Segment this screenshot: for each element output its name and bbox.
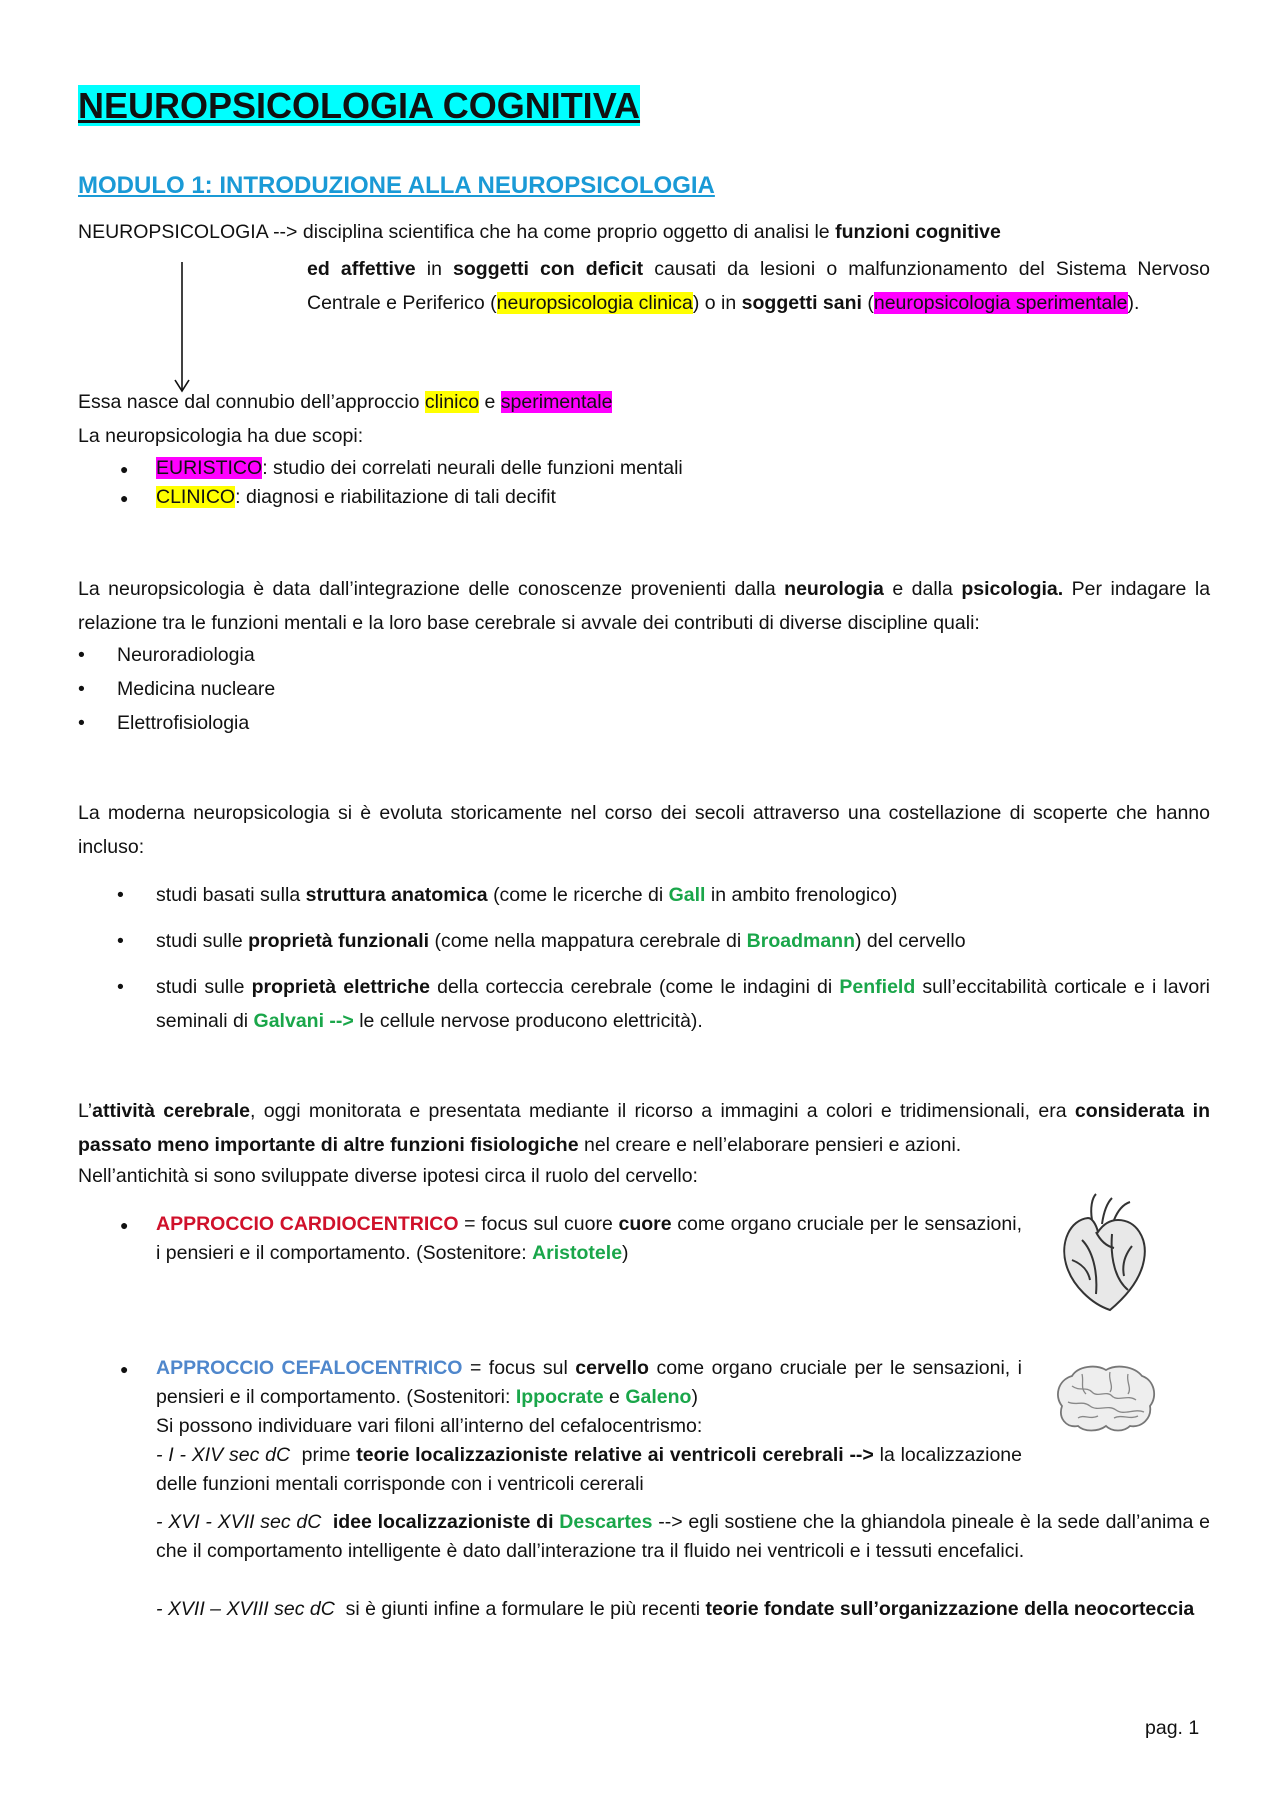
cefalo-list [156, 1354, 1022, 1499]
list-item [156, 1354, 1022, 1499]
period-2: - XVI - XVII sec dC idee localizzazioniste di Descartes --> egli sostiene che la ghiandola pineale è la sede dall’anima e che il comportamento intelligente è dato dall’interazione tra il fluido nei ventricoli e i tessuti encefalici. [156, 1511, 1210, 1562]
activity-line-3: Nell’antichità si sono sviluppate diverse ipotesi circa il ruolo del cervello: [78, 1165, 698, 1187]
down-arrow-icon [172, 260, 192, 394]
cefalo-filoni: Si possono individuare vari filoni all’interno del cefalocentrismo: [156, 1415, 703, 1437]
history-list [156, 878, 1210, 1038]
definition-line-1: NEUROPSICOLOGIA --> disciplina scientifica che ha come proprio oggetto di analisi le funzioni cognitive [78, 221, 1001, 243]
heart-icon [1052, 1190, 1156, 1316]
list-item: ● CLINICO: diagnosi e riabilitazione di tali decifit [156, 483, 683, 512]
activity-paragraph: L’attività cerebrale, oggi monitorata e presentata mediante il ricorso a immagini a colori e tridimensionali, era considerata in passato meno importante di altre funzioni fisiologiche nel creare e nell’elaborare pensieri e azioni. [78, 1100, 1210, 1156]
integration-paragraph: La neuropsicologia è data dall’integrazione delle conoscenze provenienti dalla neurologia e dalla psicologia. Per indagare la relazione tra le funzioni mentali e la loro base cerebrale si avvale dei contributi di diverse discipline quali: [78, 578, 1211, 634]
scopes-intro: La neuropsicologia ha due scopi: [78, 425, 364, 447]
list-item: • Medicina nucleare [117, 672, 275, 706]
cardio-list [156, 1210, 1022, 1268]
list-item: ● APPROCCIO CARDIOCENTRICO = focus sul cuore cuore come organo cruciale per le sensazioni, i pensieri e il comportamento. (Sostenitore: Aristotele) [156, 1210, 1022, 1268]
period-3: - XVII – XVIII sec dC si è giunti infine a formulare le più recenti teorie fondate sull’organizzazione della neocorteccia [156, 1598, 1195, 1620]
page-title: NEUROPSICOLOGIA COGNITIVA [78, 85, 641, 126]
cefalo-definition: ● APPROCCIO CEFALOCENTRICO = focus sul cervello come organo cruciale per le sensazioni, i pensieri e il comportamento. (Sostenitori: Ippocrate e Galeno) [156, 1357, 1023, 1408]
page-number: pag. 1 [1145, 1717, 1200, 1739]
history-intro: La moderna neuropsicologia si è evoluta storicamente nel corso dei secoli attraverso una costellazione di scoperte che hanno incluso: [78, 802, 1210, 858]
list-item: • studi sulle proprietà funzionali (come nella mappatura cerebrale di Broadmann) del cervello [156, 924, 1210, 958]
list-item: • studi basati sulla struttura anatomica (come le ricerche di Gall in ambito frenologico) [156, 878, 1210, 912]
list-item: • studi sulle proprietà elettriche della corteccia cerebrale (come le indagini di Penfield sull’eccitabilità corticale e i lavori seminali di Galvani --> le cellule nervose producono elettricità). [156, 970, 1210, 1038]
scopes-list [156, 454, 683, 513]
list-item: • Elettrofisiologia [117, 706, 275, 740]
origin-line: Essa nasce dal connubio dell’approccio clinico e sperimentale [78, 391, 613, 413]
module-title: MODULO 1: INTRODUZIONE ALLA NEUROPSICOLOGIA [78, 172, 715, 199]
disciplines-list [117, 638, 275, 740]
brain-icon [1052, 1362, 1158, 1436]
definition-continuation: ed affettive in soggetti con deficit causati da lesioni o malfunzionamento del Sistema Nervoso Centrale e Periferico (neuropsicologia clinica) o in soggetti sani (neuropsicologia sperimentale). [307, 258, 1211, 314]
period-1: - I - XIV sec dC prime teorie localizzazioniste relative ai ventricoli cerebrali --> la localizzazione delle funzioni mentali corrisponde con i ventricoli cererali [156, 1444, 1022, 1495]
list-item: ● EURISTICO: studio dei correlati neurali delle funzioni mentali [156, 454, 683, 483]
list-item: • Neuroradiologia [117, 638, 275, 672]
